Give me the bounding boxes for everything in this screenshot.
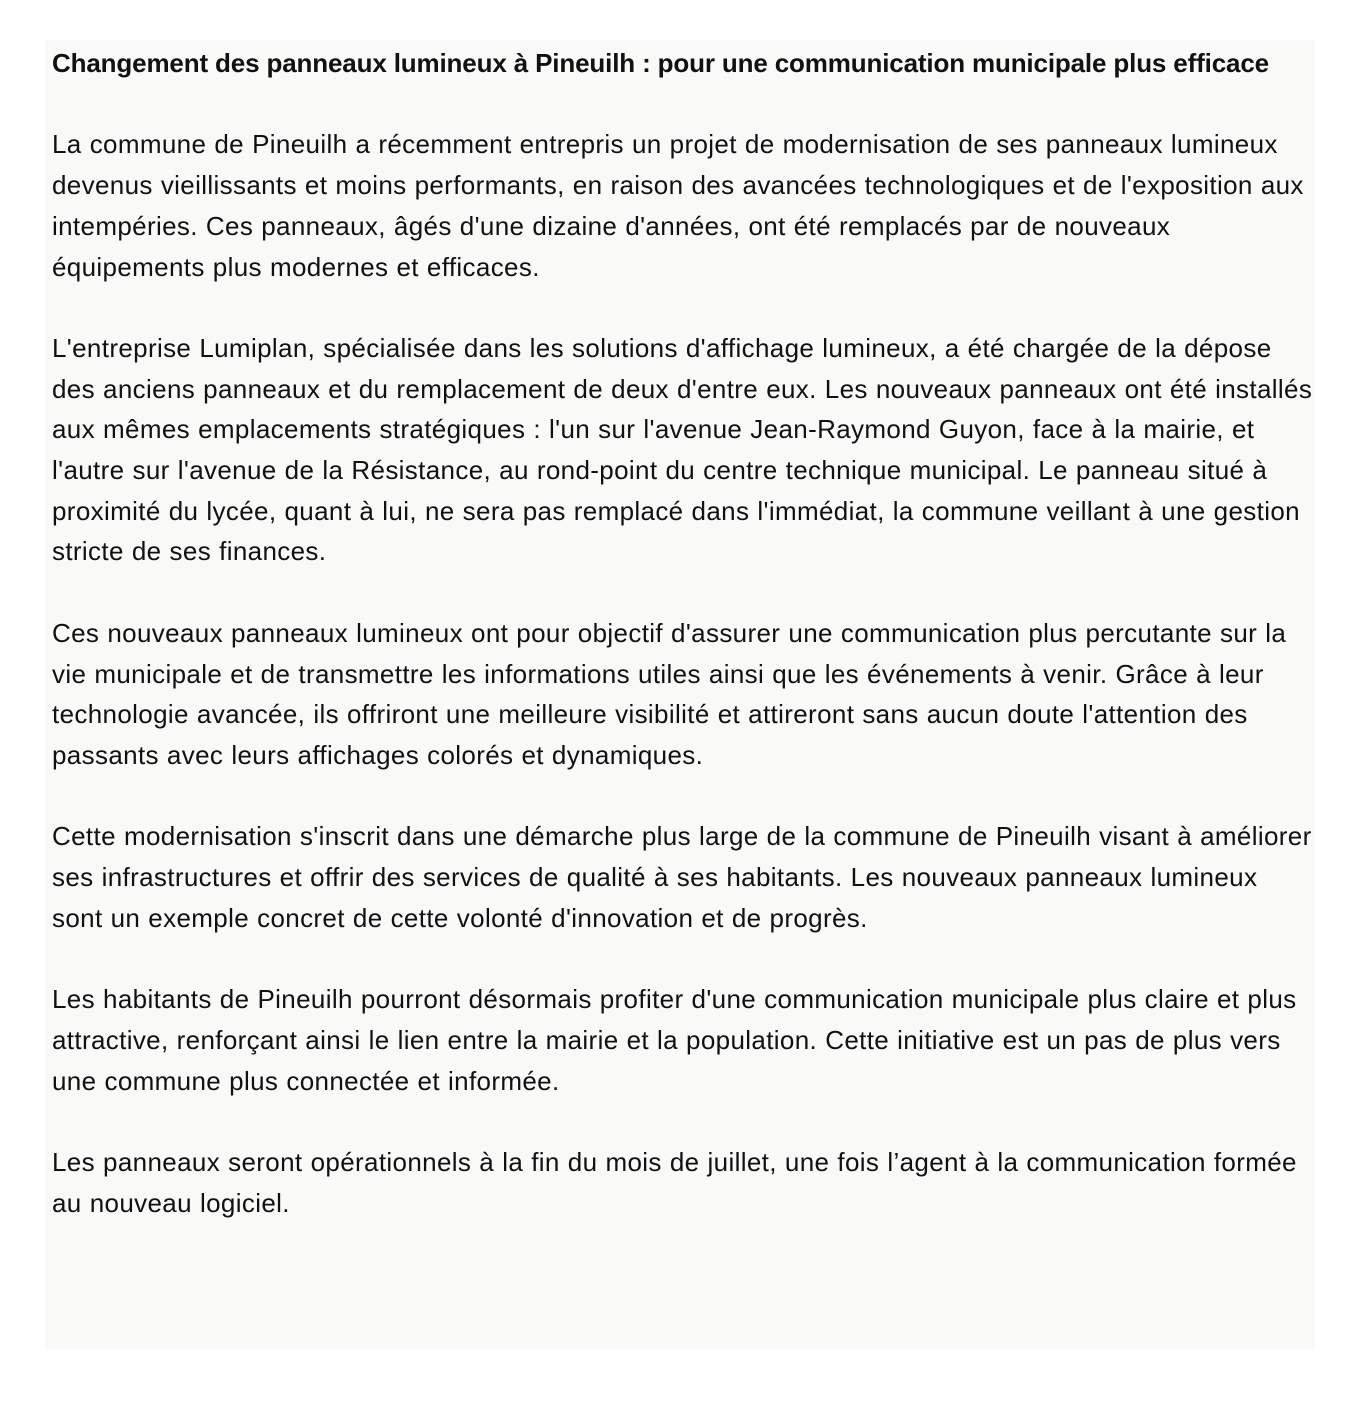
paragraph-modernisation: Cette modernisation s'inscrit dans une démarche plus large de la commune de Pineuilh visant à améliorer ses infrastructures et offrir des services de qualité à ses habitants. Les nouveaux panneaux lumineux sont un exemple concret de cette volonté d'innovation et de progrès.: [52, 821, 1312, 933]
document-body: [52, 43, 1314, 1223]
document-text-area: [45, 40, 1315, 1349]
paragraph-operational-date: Les panneaux seront opérationnels à la fin du mois de juillet, une fois l’agent à la communication formée au nouveau logiciel.: [52, 1146, 1297, 1218]
paragraph-objectives: Ces nouveaux panneaux lumineux ont pour objectif d'assurer une communication plus percutante sur la vie municipale et de transmettre les informations utiles ainsi que les événements à venir. Grâce à leur technologie avancée, ils offriront une meilleure visibilité et attireront sans aucun doute l'attention des passants avec leurs affichages colorés et dynamiques.: [52, 617, 1287, 770]
document-title: Changement des panneaux lumineux à Pineuilh : pour une communication municipale plus efficace: [52, 48, 1269, 78]
paragraph-inhabitants: Les habitants de Pineuilh pourront désormais profiter d'une communication municipale plus claire et plus attractive, renforçant ainsi le lien entre la mairie et la population. Cette initiative est un pas de plus vers une commune plus connectée et informée.: [52, 984, 1297, 1096]
paragraph-lumiplan: L'entreprise Lumiplan, spécialisée dans les solutions d'affichage lumineux, a été chargée de la dépose des anciens panneaux et du remplacement de deux d'entre eux. Les nouveaux panneaux ont été installés aux mêmes emplacements stratégiques : l'un sur l'avenue Jean-Raymond Guyon, face à la mairie, et l'autre sur l'avenue de la Résistance, au rond-point du centre technique municipal. Le panneau situé à proximité du lycée, quant à lui, ne sera pas remplacé dans l'immédiat, la commune veillant à une gestion stricte de ses finances.: [52, 332, 1313, 567]
paragraph-intro: La commune de Pineuilh a récemment entrepris un projet de modernisation de ses panneaux lumineux devenus vieillissants et moins performants, en raison des avancées technologiques et de l'exposition aux intempéries. Ces panneaux, âgés d'une dizaine d'années, ont été remplacés par de nouveaux équipements plus modernes et efficaces.: [52, 129, 1304, 282]
